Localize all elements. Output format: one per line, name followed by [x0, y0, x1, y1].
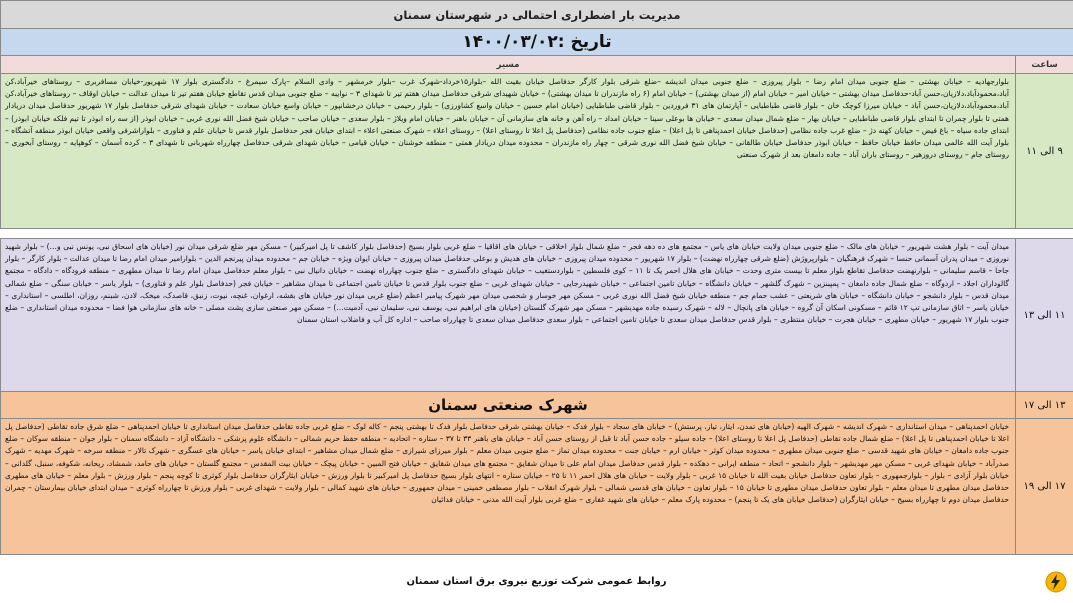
- route-cell: میدان آیت – بلوار هشت شهریور – خیابان های مالک – ضلع جنوبی میدان ولایت خیابان های یاس – مجتمع های ده دهه فجر – ضلع شمال بلوار اخلاقی – خیابان های اقاقیا – ضلع غربی بلوار بسیج (حدفاصل بلوار کاشف تا پل امیرکبیر) – مسکن مهر ضلع شرقی میدان نور (خیابان های اسحاق نبی، یونس نبی و…) – بلوار شهید نوروزی – میدان پدران آسمانی حنسا – شهرک فرهنگیان – بلوارپروژش (ضلع شرقی چهارراه نهضت) – بلوار ۱۷ شهریور – محدوده میدان پیروزی – خیابان های هدیش و بوعلی حدفاصل میدان پیروزی – خیابان ایوان ویژه – خیابان جم – محدوده میدان پیرنجم الدین – بلوارامیر میدان امام رضا تا میدان عدالت – بلوار کارگر – بلوار جاحا – قاسم سلیمانی – بلوارنهضت حدفاصل تقاطع بلوار معلم تا بیست متری وحدت – خیابان های هلال احمر یک تا ۱۱ – کوی فلسطین – بلواردستغیب – خیابان شهدای دادگستری – ضلع جنوب چهارراه نهضت – خیابان دانیال نبی – بلوار معلم حدفاصل میدان امام رضا تا میدان مطهری – منطقه فرودگاه – دادگاه – مجتمع گالوداران اجلاد – اردوگاه – ضلع شمال جاده دامغان – پمپبنزین – شهرک گلشهر – خیابان دانشگاه – خیابان تامین اجتماعی – خیابان شهیدرجایی – خیابان شهدای غربی – ضلع جنوب بلوار قدس تا خیابان تامین اجتماعی تا میدان مشاهیر – خیابان فجر (حدفاصل بلوار علم و فناوری) – بلوار یاسر – خیابان سنگی – ضلع شمالی میدان قدس – بلوار دانشجو – خیابان دانشگاه – خیابان های شریعتی – عشب حمام جم – منطقه خیابان شیخ فضل الله نوری غربی – مسکن مهر خوسار و شحصی میدان مهر شهرک پیامبر اعظم (ضلع غربی میدان نور خیابان های بقشه، ارغوان، غنچه، نیوت، زنبق، قاصدک، میخک، لادن، شبنم، روزان، اطلسی – استانداری – خیابان یاسر – اتاق سازمانی تپ ۱۲ قائم – مسکونی اسکان آن گروه – خیابان های پانچال – لاله – شهرک رسیده جاده مهدیشهر – مسکن مهر شهرک گلستان (خیابان های ابراهیم نبی، یوسف نبی، سلیمان نبی، آدمیت…) – مسکن مهر صنعتی سازی پشت مصلی – خانه های سازمانی هوا فضا – محدوده میدان استانداری – ضلع جنوب بلوار ۱۷ شهریور – خیابان مطهری – خیابان هجرت – خیابان منتظری – بلوار قدس حدفاصل میدان سعدی تا خیابان تامین اجتماعی – بلوار سعدی حدفاصل میدان سعدی تا چهارراه صاحب – اداره کل آب و فاضلاب استان سمنان: [1, 239, 1016, 392]
- route-cell: خیابان احمدپناهی – میدان استانداری – شهرک اندیشه – شهرک الهیه (خیابان های تمدن، ایثار، تیاز، پرستش) – خیابان های سجاد – بلوار فدک – خیابان بهشتی شرقی حدفاصل بلوار فدک تا بهشتی پنجم – کاله لوک – ضلع غربی جاده تقاطی حدفاصل میدان استانداری تا خیابان احمدپناهی – ضلع شرق جاده تقاطی (حدفاصل پل اعلا تا خیابان احمدپناهی تا پل اعلا) – ضلع شمال جاده تقاطی (حدفاصل پل اعلا تا روستای اعلا) – جاده سیلو – جاده حسن آباد تا قبل از روستای حسن آباد – خیابان های باهنر ۳۳ تا ۳۷ – ستاره – اتحادیه – منطقه حفظ حریم شمالی – دانشگاه علوم پزشکی – دانشگاه آزاد – دانشگاه سمنان – بلوار جوان – منطقه سوکان – ضلع جنوب جاده دامغان – خیابان های شهید قدسی – ضلع جنوبی میدان مطهری – محدوده میدان کوثر – خیابان ارم – خیابان جنت – محدوده میدان تماز – ضلع جنوبی میدان معلم – بلوار میرزای شیرازی – ضلع شمال میدان مشاهیر – ابتدای خیابان یاسر – خیابان های عسگری – شهرک تالار – منطقه سرخه – شهرک مهدیه – شهرک صدرآباد – خیابان شهدای غربی – مسکن مهر مهدیشهر – بلوار دانشجو – اتحاد – منطقه ایرانی – دهکده – بلوار قدس حدفاصل میدان امام علی تا میدان شقایق – مجتمع های میدان شقایق – خیابان فتح المبین – خیابان پیچک – خیابان بیت المقدس – مجتمع گلستان – خیابان های حامد، شمشاد، ریحانه، شکوفه، سنبل، گلدانی – خیابان بلوار آزادی – بلوار – بلوارجمهوری – بلوار تعاون حدفاصل خیابان بقیت الله تا خیابان ۱۵ غربی – بلوار ولایت – خیابان های هلال احمر ۱۱ تا ۲۵ – خیابان ستاره – انتهای بلوار بسیج حدفاصل پل امیرکبیر تا بلوار ورزش – خیابان ایثارگران حدفاصل بلوار کوثری تا کوچه پنجم – بلوار ورزش – بلوار معلم – خیابان های مطهری حدفاصل میدان مطهری تا میدان معلم – بلوار تعاون حدفاصل میدان مطهری تا خیابان ۱۵ – بلوار تعاون – خیابان های قدسی شمالی – بلوار شهرک انقلاب – بلوار مصطفی خمینی – میدان جمهوری – خیابان های شهید کمالی – بلوار ولایت – شهدای غربی – بلوار ورزش تا چهارراه کوثری – میدان ابتدای خیابان بیمارستان – چمران حدفاصل میدان دوم تا چهارراه بسیج – خیابان ایثارگران (حدفاصل خیابان های یک تا پنجم) – محدوده پارک معلم – خیابان های شهید غفاری – ضلع غربی بلوار آیت الله مدنی – خیابان فدائیان: [1, 419, 1016, 555]
- section-title: شهرک صنعتی سمنان: [1, 392, 1016, 419]
- date-label: تاریخ :۱۴۰۰/۰۳/۰۲: [1, 29, 1073, 56]
- table-row: [1, 239, 1073, 392]
- table-row: [1, 392, 1073, 419]
- row-divider: [1, 229, 1073, 239]
- time-cell: ۱۷ الی ۱۹: [1016, 419, 1073, 555]
- column-header-route: مسیر: [1, 56, 1016, 74]
- time-cell: ۹ الی ۱۱: [1016, 74, 1073, 229]
- column-header-time: ساعت: [1016, 56, 1073, 74]
- page-title: مدیریت بار اضطراری احتمالی در شهرستان سمنان: [1, 1, 1073, 29]
- footer-text: روابط عمومی شرکت توزیع نیروی برق استان سمنان: [406, 576, 667, 587]
- footer: [0, 563, 1073, 603]
- company-logo-icon: [1045, 571, 1067, 593]
- time-cell: ۱۱ الی ۱۳: [1016, 239, 1073, 392]
- route-cell: بلوارجهادیه – خیابان بهشتی – ضلع جنوبی میدان امام رضا – بلوار پیروزی – ضلع جنوبی میدان اندیشه –ضلع شرقی بلوار کارگر حدفاصل خیابان بقیت الله –بلوار۱۵خرداد-شهرک غرب –بلوار خرمشهر – وادی السلام –پارک سیمرغ – دادگستری بلوار ۱۷ شهریور-خیابان مسافربری – روستاهای خیرآباد،کن آباد،محمودآباد،دلازیان،حسن آباد-حدفاصل میدان بهشتی – خیابان امیر – خیابان امام (از میدان بهشتی) – خیابان امام (۶ راه مازندران تا میدان بهشتی) – خیابان شهیدای شرقی حدفاصل میدان هفتم تیر تا شهدای ۳ – نوایبه – ضلع جنوبی میدان قدس تقاطع خیابان هفتم تیر تا میدان عدالت – خیابان اوقاف – روستاهای خیرآباد،کن آباد،محمودآباد،دلازیان،حسن آباد – خیابان میرزا کوچک خان – بلوار قاضی طباطبایی – آپارتمان های ۳۱ فروردین – بلوار قاضی طباطبایی (خیابان امام حسین – خیابان واسع کشاورزی) – بلوار رحیمی – خیابان درخشانپور – خیابان واسع خیابان سعادت – خیابان شهدای شرقی حدفاصل بلوار ۱۷ شهریور حدفاصل میدان دریادار همتی تا بلوار چمران تا ابتدای بلوار قاضی طباطبایی – خیابان بهار – ضلع شمال میدان سعدی – خیابان ها بوعلی سینا – خیابان امداد – راه آهن و خانه های سازمانی آن – خیابان باهنر – خیابان امام ویلاژ – بلوار سعدی – خیابان صاحب – خیابان شیخ فضل الله نوری غربی – خیابان ابوذر (از سه راه ابوذر تا تیم فلکه خیابان ابوذر) – ابتدای جاده سیاه – باغ فیض – خیابان کهنه دژ – ضلع غرب جاده نظامی (حدفاصل خیابان احمدپناهی تا پل اعلا) – ضلع جنوب جاده نظامی (حدفاصل پل اعلا تا روستای اعلا) – روستای اعلاء – شهرک صنعتی اعلاء – ابتدای خیابان فجر حدفاصل بلوار قدس تا خیابان علم و فناوری – بلواراشرفی واقعی خیابان ابوذر منطقه آتشگاه – بلوار آیت الله عالمی میدان حافظ خیابان حافظ – خیابان ابوذر حدفاصل خیابان طالقانی – خیابان شیخ فضل الله نوری شرقی – چهار راه مازندران – محدوده میدان دریادار همتی – منطقه خوشنان – خیابان قیامی – خیابان شهدای شرقی حدفاصل چهارراه شهربانی تا شهدای ۳ – کرده آسمان – کوهپایه – روستای آبخوری – روستای جام – روستای دروزهیر – روستای باران آباد – جاده دامغان بعد از شهرک صنعتی: [1, 74, 1016, 229]
- table-row: [1, 74, 1073, 229]
- time-cell: ۱۳ الی ۱۷: [1016, 392, 1073, 419]
- table-row: [1, 419, 1073, 555]
